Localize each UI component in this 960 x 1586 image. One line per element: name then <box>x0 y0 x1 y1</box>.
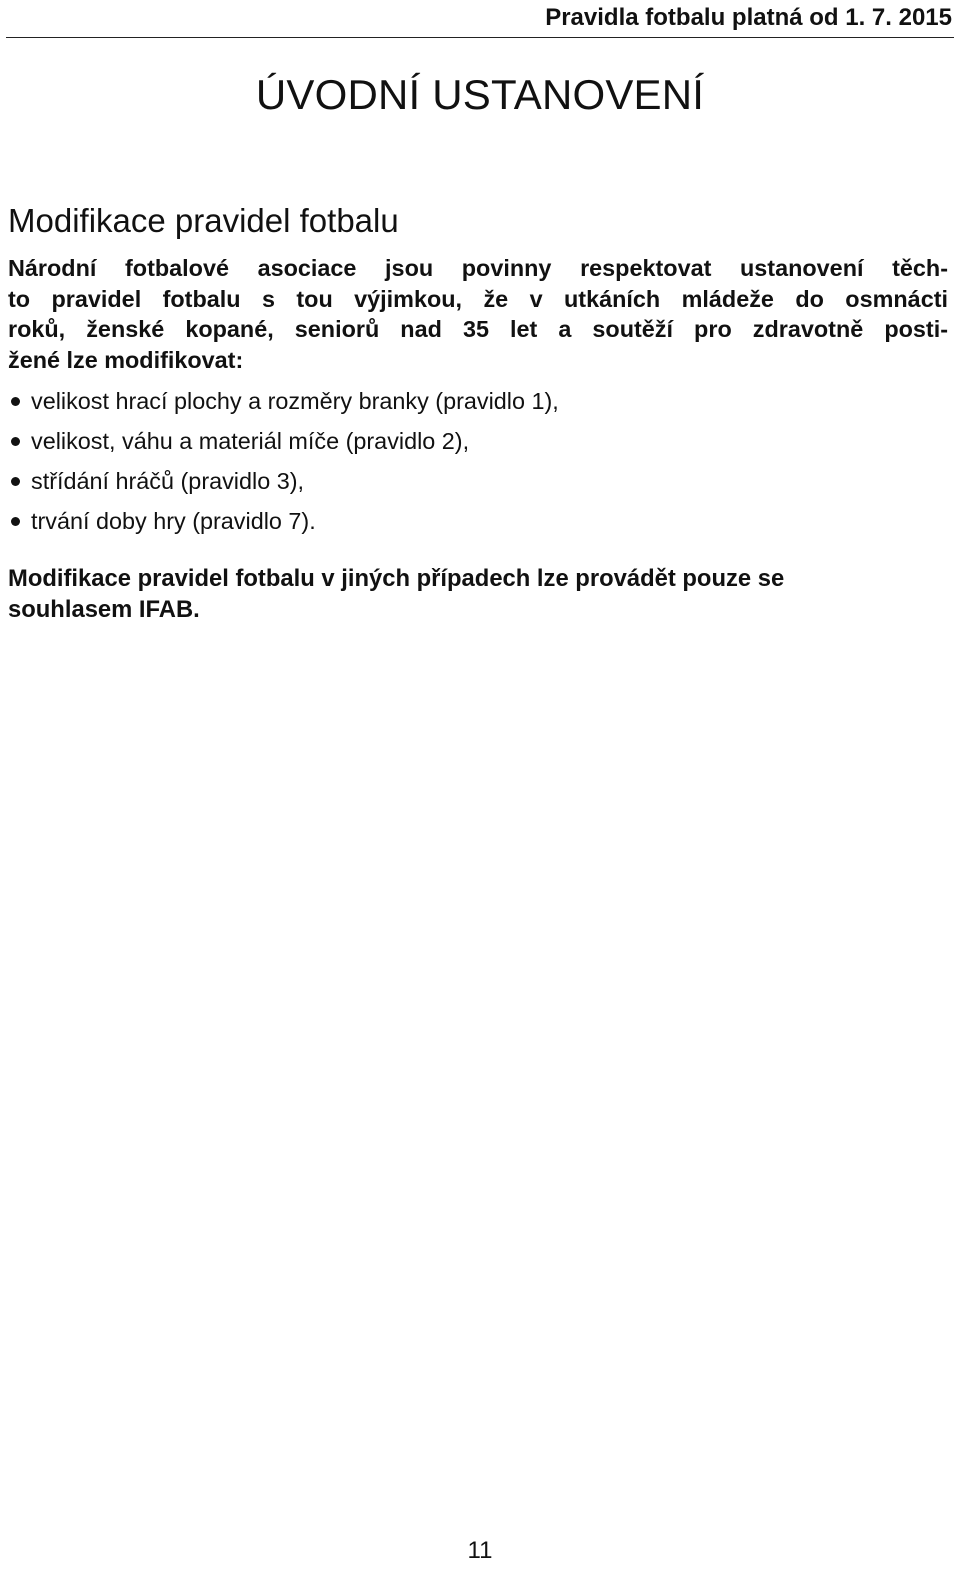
bullet-icon <box>11 477 20 486</box>
list-item-text: střídání hráčů (pravidlo 3), <box>31 468 305 494</box>
modification-list <box>8 381 559 541</box>
bullet-icon <box>11 397 20 406</box>
bullet-icon <box>11 517 20 526</box>
intro-line: to pravidel fotbalu s tou výjimkou, že v utkáních mládeže do osmnácti <box>8 285 948 312</box>
chapter-title: ÚVODNÍ USTANOVENÍ <box>255 71 705 118</box>
list-item <box>8 381 559 421</box>
intro-paragraph <box>8 253 948 375</box>
intro-line: Národní fotbalové asociace jsou povinny respektovat ustanovení těch- <box>8 255 948 281</box>
closing-line: Modifikace pravidel fotbalu v jiných případech lze provádět pouze se <box>8 565 785 592</box>
list-item <box>8 501 559 541</box>
header-rule <box>6 37 954 38</box>
bullet-icon <box>11 437 20 446</box>
list-item <box>8 421 559 461</box>
intro-line: roků, ženské kopané, seniorů nad 35 let a soutěží pro zdravotně posti- <box>8 316 948 342</box>
list-item-text: trvání doby hry (pravidlo 7). <box>31 508 316 534</box>
list-item <box>8 461 559 501</box>
list-item-text: velikost hrací plochy a rozměry branky (pravidlo 1), <box>31 388 559 414</box>
intro-line: žené lze modifikovat: <box>8 346 244 373</box>
section-heading: Modifikace pravidel fotbalu <box>8 202 399 239</box>
page-number: 11 <box>467 1537 493 1564</box>
list-item-text: velikost, váhu a materiál míče (pravidlo 2), <box>31 428 470 454</box>
closing-line: souhlasem IFAB. <box>8 595 200 623</box>
closing-paragraph <box>8 564 784 625</box>
running-header: Pravidla fotbalu platná od 1. 7. 2015 <box>545 4 952 31</box>
